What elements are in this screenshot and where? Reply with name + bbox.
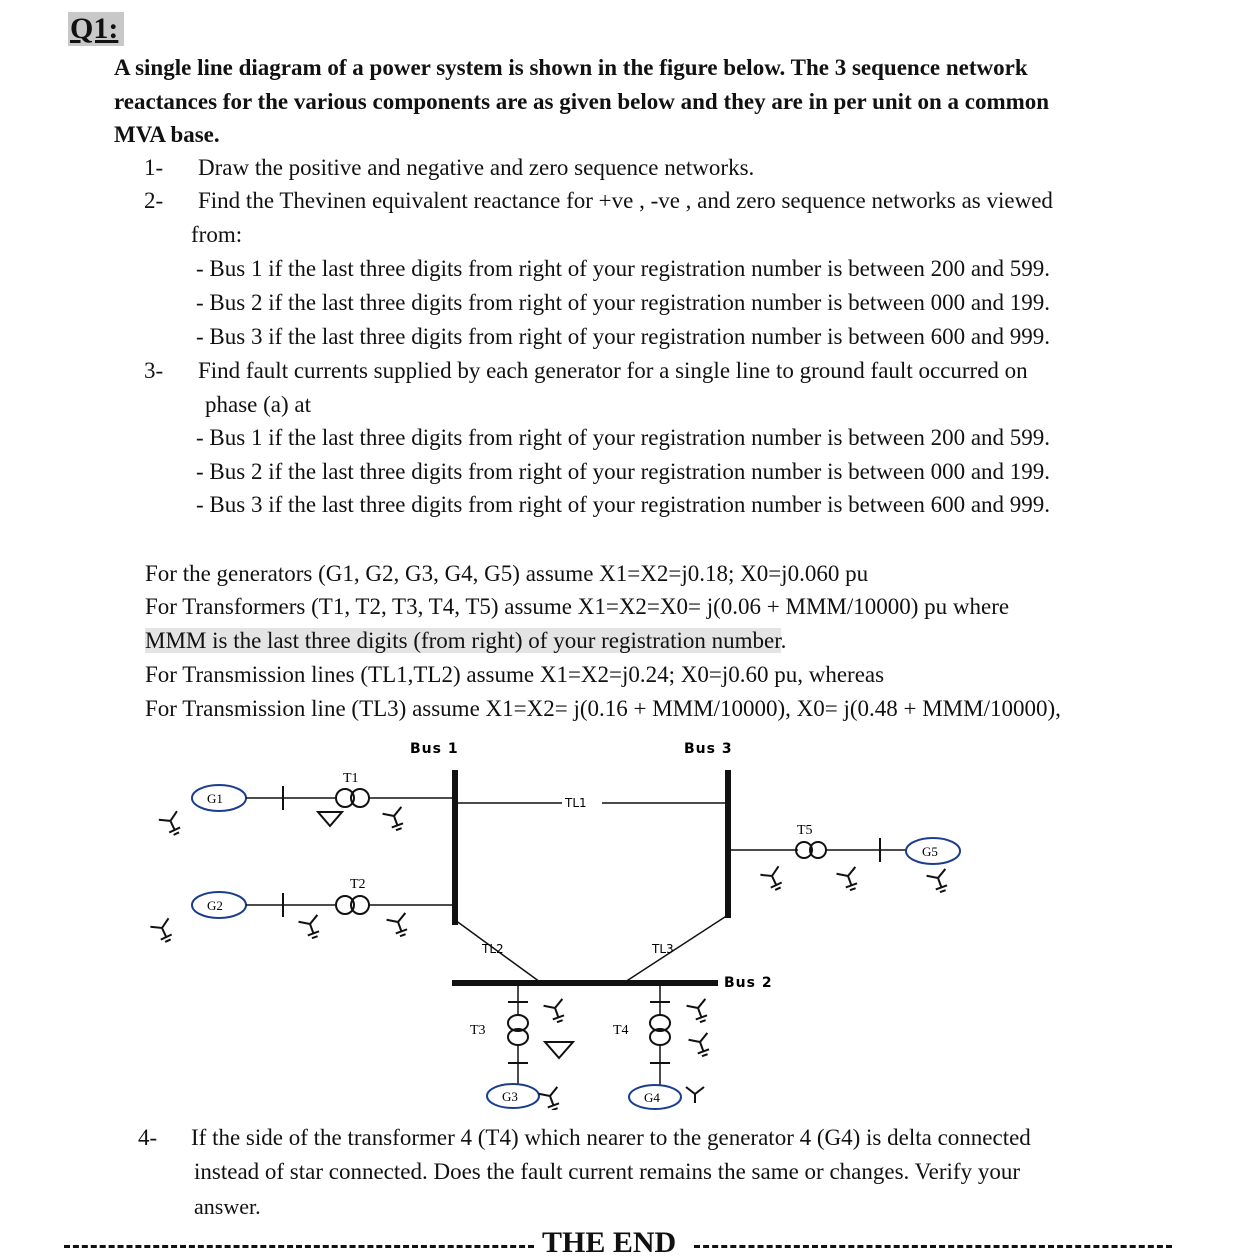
item-4-line-2: instead of star connected. Does the fault current remains the same or changes. Verify your <box>194 1159 1021 1184</box>
t1-label: T1 <box>343 771 359 786</box>
item-1-text: Draw the positive and negative and zero sequence networks. <box>198 155 755 180</box>
t2-label: T2 <box>350 877 366 892</box>
bus-3-label: Bus 3 <box>684 741 733 757</box>
the-end-text: THE END <box>542 1226 677 1259</box>
intro-line-2: reactances for the various components are as given below and they are in per unit on a common <box>114 89 1050 114</box>
item-2-continuation: from: <box>191 222 243 247</box>
left-dash-rule <box>64 1245 534 1248</box>
g5-label: G5 <box>922 844 938 859</box>
transformer-params: For Transformers (T1, T2, T3, T4, T5) assume X1=X2=X0= j(0.06 + MMM/10000) pu where <box>145 594 1010 619</box>
mmm-period: . <box>780 628 787 653</box>
item-2-bullet-1: - Bus 1 if the last three digits from right of your registration number is between 200 and 599. <box>196 256 1051 281</box>
item-2-text: Find the Thevinen equivalent reactance for +ve , -ve , and zero sequence networks as viewed <box>198 188 1053 213</box>
tl3-line <box>625 905 728 982</box>
item-4-line-1: If the side of the transformer 4 (T4) which nearer to the generator 4 (G4) is delta connected <box>191 1125 1031 1150</box>
item-4-number: 4- <box>138 1125 158 1150</box>
item-3-text: Find fault currents supplied by each generator for a single line to ground fault occurred on <box>198 358 1028 383</box>
tl3-label: TL3 <box>652 942 674 956</box>
item-3-number: 3- <box>144 358 164 383</box>
item-2-number: 2- <box>144 188 164 213</box>
intro-line-1: A single line diagram of a power system is shown in the figure below. The 3 sequence network <box>114 55 1028 80</box>
item-3-bullet-2: - Bus 2 if the last three digits from right of your registration number is between 000 and 199. <box>196 459 1051 484</box>
g2-label: G2 <box>207 898 223 913</box>
g3-label: G3 <box>502 1089 518 1104</box>
item-1-number: 1- <box>144 155 164 180</box>
item-3-continuation: phase (a) at <box>205 392 311 417</box>
item-2-bullet-2: - Bus 2 if the last three digits from right of your registration number is between 000 and 199. <box>196 290 1051 315</box>
generator-params: For the generators (G1, G2, G3, G4, G5) assume X1=X2=j0.18; X0=j0.060 pu <box>145 561 869 586</box>
tl12-params: For Transmission lines (TL1,TL2) assume X1=X2=j0.24; X0=j0.60 pu, whereas <box>145 662 885 687</box>
single-line-diagram <box>0 730 1242 1110</box>
mmm-definition <box>145 628 786 654</box>
tl2-label: TL2 <box>482 942 504 956</box>
item-3-bullet-1: - Bus 1 if the last three digits from right of your registration number is between 200 and 599. <box>196 425 1051 450</box>
question-label: Q1: <box>68 12 124 46</box>
item-3-bullet-3: - Bus 3 if the last three digits from right of your registration number is between 600 and 999. <box>196 492 1051 517</box>
t3-delta <box>545 1042 573 1058</box>
mmm-highlight: MMM is the last three digits (from right) of your registration number <box>145 628 781 653</box>
bus-1-label: Bus 1 <box>410 741 459 757</box>
item-4-line-3: answer. <box>194 1194 261 1219</box>
g1-label: G1 <box>207 791 223 806</box>
tl1-label: TL1 <box>565 796 587 810</box>
t1-delta <box>318 812 342 826</box>
item-2-bullet-3: - Bus 3 if the last three digits from right of your registration number is between 600 and 999. <box>196 324 1051 349</box>
right-dash-rule <box>694 1245 1172 1248</box>
t3-label: T3 <box>470 1023 486 1038</box>
bus-2-label: Bus 2 <box>724 975 773 991</box>
intro-line-3: MVA base. <box>114 122 220 147</box>
tl3-params: For Transmission line (TL3) assume X1=X2= j(0.16 + MMM/10000), X0= j(0.48 + MMM/10000), <box>145 696 1061 721</box>
t5-label: T5 <box>797 823 813 838</box>
t4-label: T4 <box>613 1023 629 1038</box>
g4-label: G4 <box>644 1090 660 1105</box>
end-footer <box>64 1226 1172 1259</box>
